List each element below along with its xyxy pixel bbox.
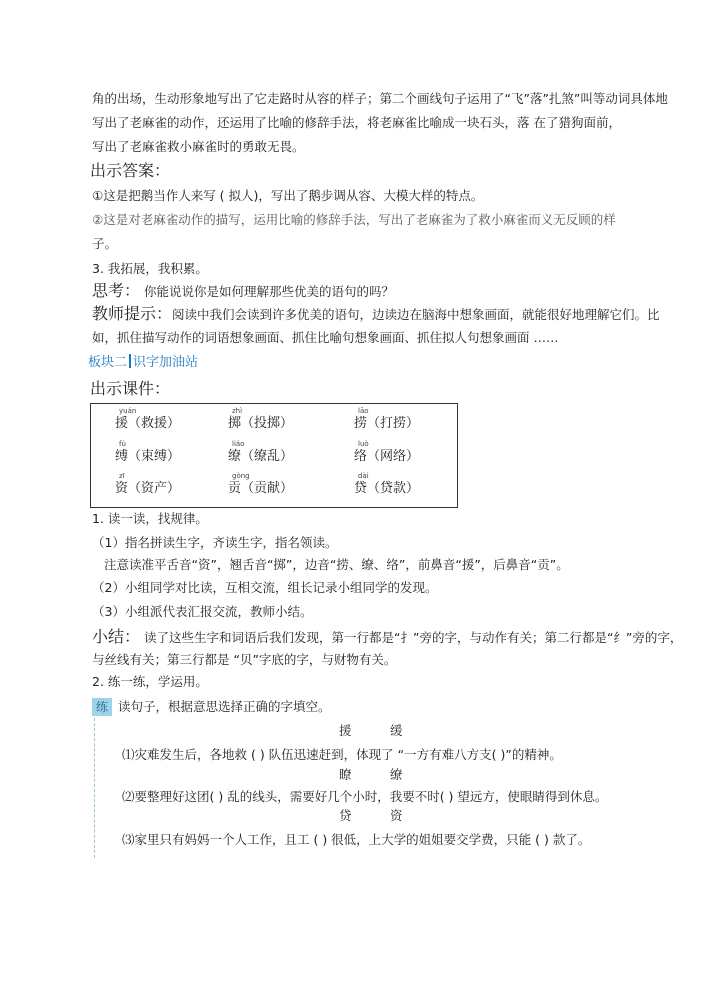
answer-heading: 出示答案： <box>90 161 171 180</box>
char-cell <box>228 472 338 497</box>
think-line <box>92 282 394 301</box>
answer-1: ①这是把鹅当作人来写 ( 拟人)，写出了鹅步调从容、大模大样的特点。 <box>92 188 484 203</box>
char-cell <box>115 472 225 497</box>
pinyin: dài <box>358 472 369 480</box>
step-3-title: 3. 我拓展，我积累。 <box>92 261 208 276</box>
char-word: 捞（打捞） <box>354 416 420 431</box>
read-step-2: （2）小组同学对比读，互相交流，组长记录小组同学的发现。 <box>92 580 438 595</box>
intro-line-3: 写出了老麻雀救小麻雀时的勇敢无畏。 <box>92 139 305 154</box>
read-note: 注意读准平舌音“资”，翘舌音“掷”，边音“捞、缭、络”，前鼻音“援”，后鼻音“贡”。 <box>104 557 569 572</box>
answer-2-cont: 子。 <box>92 236 118 251</box>
practice-instruction: 读句子，根据意思选择正确的字填空。 <box>118 699 331 714</box>
intro-line-1: 角的出场，生动形象地写出了它走路时从容的样子；第二个画线句子运用了“飞”落”扎煞”叫等动词具体地 <box>92 91 668 106</box>
char-word: 掷（投掷） <box>228 416 294 431</box>
pinyin: luò <box>358 440 369 448</box>
char-word: 络（网络） <box>354 449 420 464</box>
option-char: 缭 <box>390 767 403 782</box>
char-word: 缭（缭乱） <box>228 449 294 464</box>
char-word: 资（资产） <box>115 481 181 496</box>
option-char: 缓 <box>390 723 403 738</box>
option-char: 援 <box>339 723 352 738</box>
tip-label: 教师提示： <box>92 304 173 323</box>
pinyin: gòng <box>232 472 250 480</box>
question-3: ⑶家里只有妈妈一个人工作，且工 ( ) 很低，上大学的姐姐要交学费，只能 ( ) 款了。 <box>122 832 591 847</box>
read-step-1: （1）指名拼读生字，齐读生字，指名领读。 <box>92 535 338 550</box>
intro-line-2: 写出了老麻雀的动作，还运用了比喻的修辞手法，将老麻雀比喻成一块石头，落 在了猎狗面前， <box>92 115 621 130</box>
question-1: ⑴灾难发生后，各地救 ( ) 队伍迅速赶到，体现了 “一方有难八方支( )”的精神。 <box>122 747 562 762</box>
tip-line-1 <box>92 305 660 324</box>
option-char: 贷 <box>339 808 352 823</box>
summary-line-1 <box>92 628 682 647</box>
courseware-heading: 出示课件： <box>90 379 171 398</box>
pinyin: yuán <box>119 407 137 415</box>
summary-line-2: 与丝线有关；第三行都是 “贝”字底的字，与财物有关。 <box>92 652 397 667</box>
char-word: 贷（贷款） <box>354 481 420 496</box>
pinyin: fù <box>119 440 126 448</box>
section-divider <box>129 354 131 368</box>
pinyin: lāo <box>358 407 369 415</box>
option-char: 瞭 <box>339 767 352 782</box>
think-text: 你能说说你是如何理解那些优美的语句的吗？ <box>140 284 394 299</box>
character-table <box>90 403 458 508</box>
pinyin: zī <box>119 472 125 480</box>
char-cell <box>354 440 464 465</box>
char-cell <box>228 407 338 432</box>
practice-title: 2. 练一练，学运用。 <box>92 674 208 689</box>
practice-side-line <box>94 718 95 858</box>
char-word: 援（救援） <box>115 416 181 431</box>
summary-text-1: 读了这些生字和词语后我们发现，第一行都是“扌”旁的字，与动作有关；第二行都是“纟”旁的字， <box>140 630 683 645</box>
tip-line-2: 如，抓住描写动作的词语想象画面、抓住比喻句想象画面、抓住拟人句想象画面 …… <box>92 330 559 345</box>
think-label: 思考： <box>92 281 141 300</box>
read-title: 1. 读一读，找规律。 <box>92 511 208 526</box>
pinyin: zhì <box>232 407 243 415</box>
practice-icon: 练 <box>92 698 112 716</box>
section-title: 识字加油站 <box>133 355 199 370</box>
char-cell <box>354 407 464 432</box>
char-cell <box>354 472 464 497</box>
section-number: 板块二 <box>88 355 128 370</box>
section-tag <box>88 354 198 372</box>
answer-2: ②这是对老麻雀动作的描写，运用比喻的修辞手法，写出了老麻雀为了救小麻雀而义无反顾的样 <box>92 212 616 227</box>
char-word: 缚（束缚） <box>115 449 181 464</box>
char-cell <box>115 440 225 465</box>
option-char: 资 <box>390 808 403 823</box>
summary-label: 小结： <box>92 627 141 646</box>
char-cell <box>228 440 338 465</box>
char-word: 贡（贡献） <box>228 481 294 496</box>
pinyin: liáo <box>232 440 245 448</box>
char-cell <box>115 407 225 432</box>
tip-text-1: 阅读中我们会读到许多优美的语句，边读边在脑海中想象画面，就能很好地理解它们。比 <box>172 307 660 322</box>
question-2: ⑵要整理好这团( ) 乱的线头，需要好几个小时，我要不时( ) 望远方，使眼睛得到休息。 <box>122 789 608 804</box>
read-step-3: （3）小组派代表汇报交流，教师小结。 <box>92 604 313 619</box>
